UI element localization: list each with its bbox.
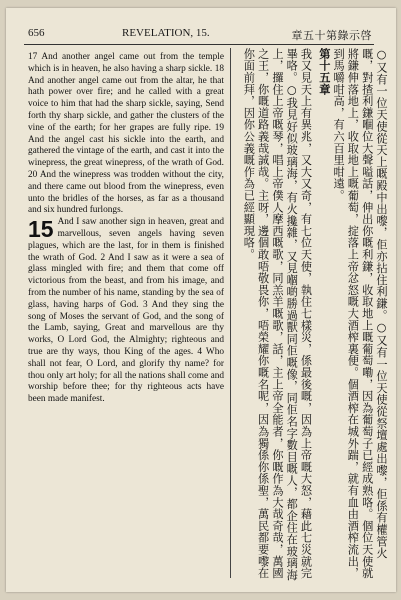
english-chapter-15	[28, 217, 224, 406]
book-page	[6, 8, 396, 592]
running-title-chinese: 章五十第錄示啓	[291, 30, 372, 42]
page-number: 656	[28, 27, 45, 39]
chapter-15-text: And I saw another sign in heaven, great and marvellous, seven angels having seven plagues, which are the last, for in them is finished the wrath of God. 2 And I saw as it were a sea of glass mingled with fire; and them that come off victorious from the beast, and from his image, and from the number of his name, standing by the sea of glass, having harps of God. 3 And they sing the song of Moses the servant of God, and the song of the Lamb, saying, Great and marvellous are thy works, O Lord God, the Almighty; righteous and true are thy ways, thou King of the ages. 4 Who shall not fear, O Lord, and glorify thy name? for thou only art holy; for all the nations shall come and worship before thee; for thy righteous acts have been made manifest.	[28, 217, 224, 405]
chapter-number: 15	[28, 216, 54, 243]
page-header	[24, 20, 374, 45]
chinese-chapter-15: 我又見天上有異兆，又大又奇，有七位天使，執住七樣災，係最後嘅，因為上帝嘅大怒，藉此七災就完畢咯。○我見好似玻璃海，有火攙雜，又見嗰啲勝過獸同佢嘅像，同佢名字數目嘅人，都企住在玻璃海上，攞住上帝嘅琴，唱上帝僕人摩西嘅歌，同羔羊嘅歌，話，主上帝全能者，你嘅作為大哉奇哉，萬國之王，你嘅道路義哉誠哉。主呀，邊個敢唔敬畏你，唔榮耀你嘅名呢，因為獨係你係聖，萬民都要嚟在你面前拜，因你公義嘅作為已經顯現咯。	[242, 48, 313, 581]
chinese-verses-14: ○又有一位天使從天上嘅殿中出嚟，佢亦拈住利鎌。○又有一位天使從祭壇處出嚟，佢係有權管火嘅，對揸利鎌嗰位大聲嗌話，伸出你嘅利鎌，收取地上嘅葡萄嘞，因為葡萄子已經成熟咯。個位天使就將鎌伸落地上，收取地上嘅葡萄，掟落上帝忿怒嘅大酒榨裏便。個酒榨在城外踹，就有血由酒榨流出，到馬嚼咁高，有六百里咁遠。	[332, 48, 388, 579]
english-verses-14: 17 And another angel came out from the temple which is in heaven, he also having a sharp sickle. 18 And another angel came out from the altar, he that hath power over fire; and he called with a great voice to him that had the sharp sickle, saying, Send forth thy sharp sickle, and gather the clusters of the vine of the earth; for her grapes are fully ripe. 19 And the angel cast his sickle into the earth, and gathered the vintage of the earth, and cast it into the winepress, the great winepress, of the wrath of God. 20 And the winepress was trodden without the city, and there came out blood from the winepress, even unto the bridles of the horses, as far as a thousand and six hundred furlongs.	[28, 52, 224, 216]
chinese-column	[238, 48, 388, 582]
column-divider	[230, 48, 231, 578]
chinese-chapter-heading: 第十五章	[317, 48, 331, 96]
english-column	[28, 52, 224, 406]
running-title-english: REVELATION, 15.	[122, 27, 210, 39]
